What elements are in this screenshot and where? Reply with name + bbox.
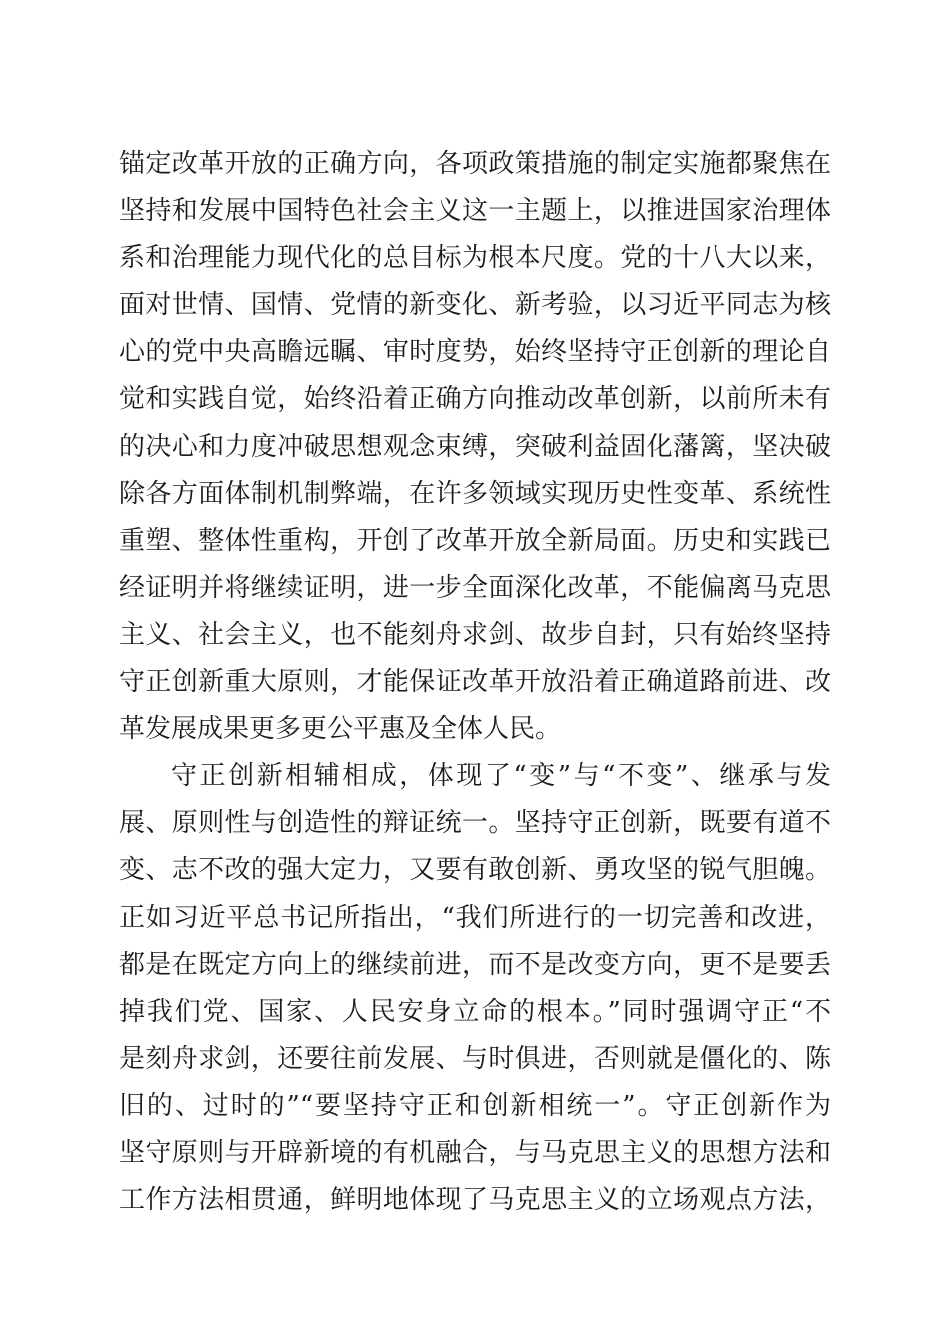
body-text [119, 141, 831, 1224]
text-line: 工作方法相贯通，鲜明地体现了马克思主义的立场观点方法， [119, 1185, 831, 1216]
text-line: 面对世情、国情、党情的新变化、新考验，以习近平同志为核 [119, 290, 831, 321]
text-line: 掉我们党、国家、人民安身立命的根本。”同时强调守正“不 [119, 996, 831, 1027]
text-line: 心的党中央高瞻远瞩、审时度势，始终坚持守正创新的理论自 [119, 337, 831, 368]
text-line: 除各方面体制机制弊端，在许多领域实现历史性变革、系统性 [119, 478, 831, 509]
paragraph-1 [119, 141, 831, 753]
text-line: 守正创新相辅相成，体现了“变”与“不变”、继承与发 [171, 761, 831, 792]
text-line: 重塑、整体性重构，开创了改革开放全新局面。历史和实践已 [119, 525, 831, 556]
text-line: 都是在既定方向上的继续前进，而不是改变方向，更不是要丢 [119, 949, 831, 980]
text-line: 守正创新重大原则，才能保证改革开放沿着正确道路前进、改 [119, 667, 831, 698]
text-line: 主义、社会主义，也不能刻舟求剑、故步自封，只有始终坚持 [119, 619, 831, 650]
text-line: 正如习近平总书记所指出，“我们所进行的一切完善和改进， [119, 902, 831, 933]
text-line: 变、志不改的强大定力，又要有敢创新、勇攻坚的锐气胆魄。 [119, 855, 831, 886]
paragraph-2 [119, 753, 831, 1224]
text-line: 革发展成果更多更公平惠及全体人民。 [119, 714, 562, 745]
text-line: 经证明并将继续证明，进一步全面深化改革，不能偏离马克思 [119, 572, 831, 603]
text-line: 旧的、过时的”“要坚持守正和创新相统一”。守正创新作为 [119, 1090, 831, 1121]
text-line: 锚定改革开放的正确方向，各项政策措施的制定实施都聚焦在 [119, 149, 831, 179]
text-line: 坚持和发展中国特色社会主义这一主题上，以推进国家治理体 [119, 196, 831, 227]
text-line: 的决心和力度冲破思想观念束缚，突破利益固化藩篱，坚决破 [119, 431, 831, 462]
text-line: 展、原则性与创造性的辩证统一。坚持守正创新，既要有道不 [119, 808, 831, 839]
text-line: 觉和实践自觉，始终沿着正确方向推动改革创新，以前所未有 [119, 384, 831, 415]
text-line: 坚守原则与开辟新境的有机融合，与马克思主义的思想方法和 [119, 1137, 831, 1168]
text-line: 系和治理能力现代化的总目标为根本尺度。党的十八大以来， [119, 243, 831, 274]
text-line: 是刻舟求剑，还要往前发展、与时俱进，否则就是僵化的、陈 [119, 1043, 831, 1074]
